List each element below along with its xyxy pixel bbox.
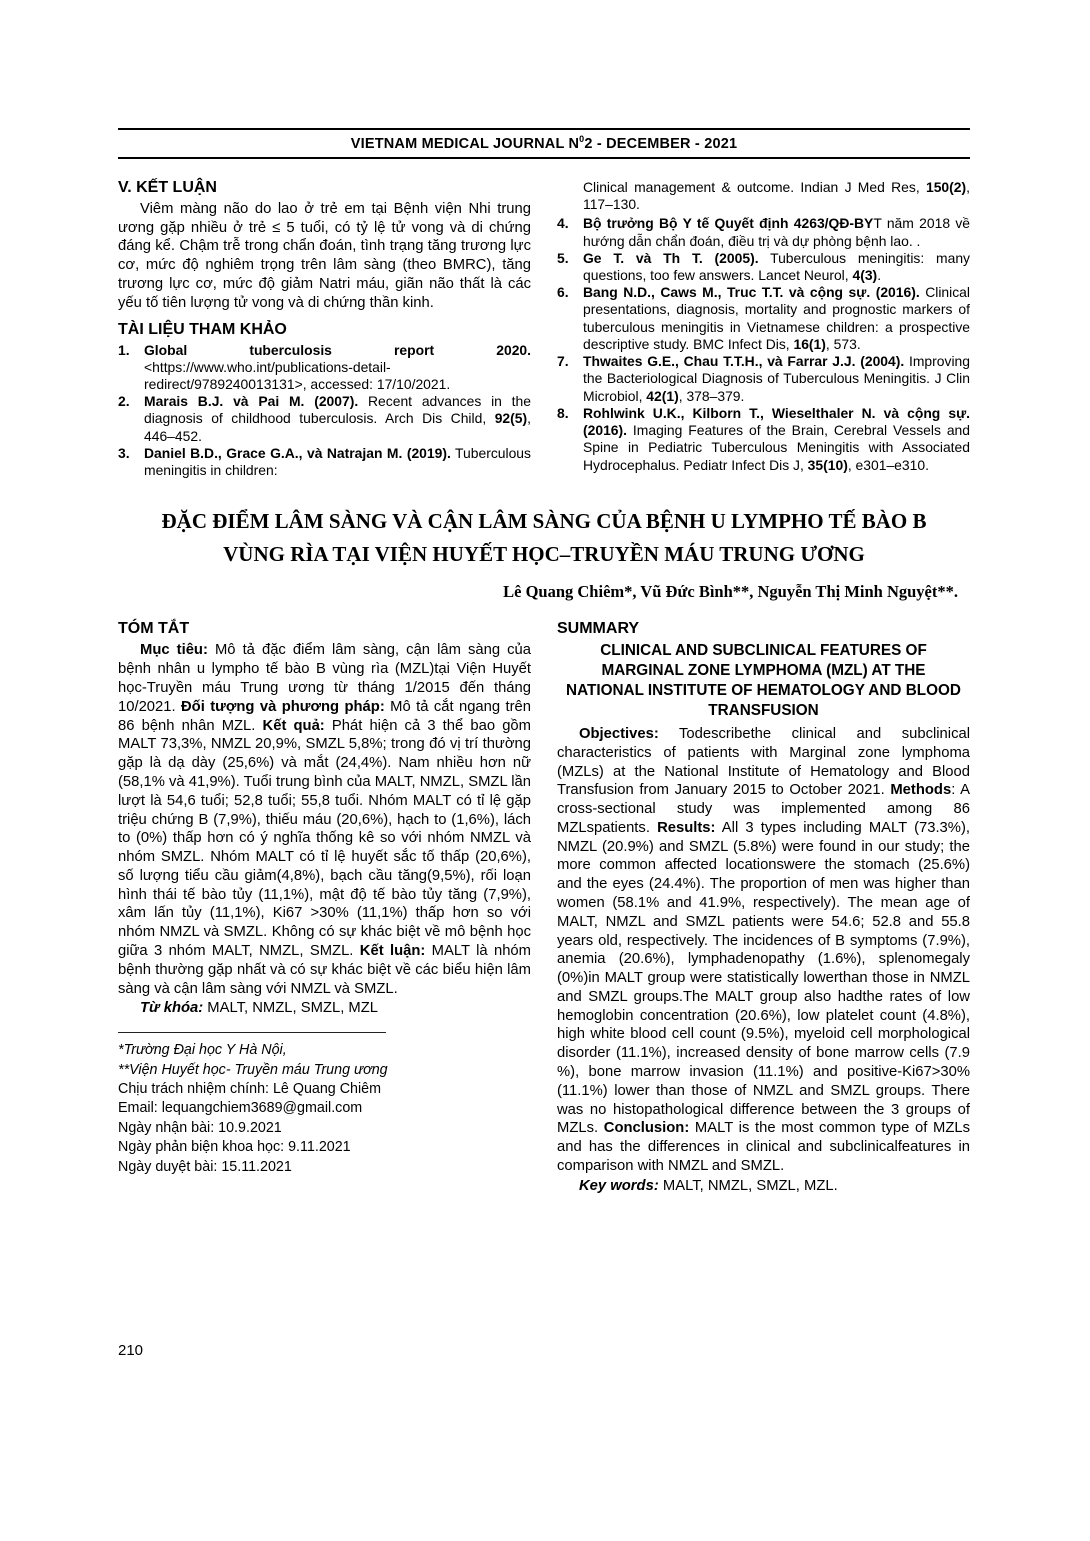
reference-text: Global tuberculosis report 2020. <https://www.who.int/publications-detail-redirect/9789240013131>, accessed: 17/10/2021.: [144, 341, 531, 392]
journal-header-prefix: VIETNAM MEDICAL JOURNAL N: [350, 135, 580, 152]
summary-title: CLINICAL AND SUBCLINICAL FEATURES OF MARGINAL ZONE LYMPHOMA (MZL) AT THE NATIONAL INSTITUTE OF HEMATOLOGY AND BLOOD TRANSFUSION: [566, 642, 961, 720]
article1-end-section: [118, 175, 970, 480]
left-column-top: [118, 175, 531, 480]
reference-item-1: [118, 342, 531, 394]
footnote-review-date: Ngày phản biện khoa học: 9.11.2021: [118, 1139, 351, 1156]
reference-number: 5.: [557, 249, 569, 266]
reference-number: 8.: [557, 404, 569, 421]
footnote-divider: [118, 1032, 386, 1033]
conclusion-heading: V. KẾT LUẬN: [118, 178, 217, 196]
reference-text: Daniel B.D., Grace G.A., và Natrajan M. (2019). Tuberculous meningitis in children:: [144, 444, 531, 479]
summary-paragraph: Objectives: Todescribethe clinical and subclinical characteristics of patients with Marginal zone lymphoma (MZLs) at the National Institute of Hematology and Blood Transfusion from January 2015 to October 2021. Methods: A cross-sectional study was implemented among 86 MZLspatients. Results: All 3 types including MALT (73.3%), NMZL (20.9%) and SMZL (5.8%) were found in our study; the more common affected locationswere the stomach (25.6%) and the eyes (24.4%). The proportion of men was higher than women (58.1% and 41.9%, respectively). The mean age of MALT, NMZL and SMZL patients were 54.6; 52.8 and 55.8 years old, respectively. The incidences of B symptoms (7.9%), anemia (20.6%), lymphadenopathy (1.6%), splenomegaly (0%)in MALT group were statistically lowerthan those in NMZL and SMZL groups.The MALT group also hadthe rates of low hemoglobin concentration (20.6%), low platelet count (4.8%), high white blood cell count (9.5%), myeloid cell morphological disorder (11.1%), increased density of bone marrow cells (7.9 %), bone marrow invasion (11.1%) and positive-Ki67>30% (11.1%) lower than those of NMZL and SMZL groups. There was no histopathological difference between the 3 groups of MZLs. Conclusion: MALT is the most common type of MZLs and has the differences in clinical and subclinicalfeatures in comparison with NMZL and SMZL.: [557, 725, 970, 1174]
summary-heading: SUMMARY: [557, 620, 640, 638]
reference-item-4: [557, 215, 970, 249]
right-column-top: [557, 175, 970, 480]
footnote-received-date: Ngày nhận bài: 10.9.2021: [118, 1119, 282, 1136]
reference-number: 7.: [557, 353, 569, 370]
reference-item-5: [557, 250, 970, 284]
article2-title-block: [118, 505, 970, 602]
footnote-corresponding-author: Chịu trách nhiệm chính: Lê Quang Chiêm: [118, 1080, 382, 1097]
keywords-en: Key words: MALT, NMZL, SMZL, MZL.: [579, 1177, 838, 1194]
article-title: ĐẶC ĐIỂM LÂM SÀNG VÀ CẬN LÂM SÀNG CỦA BỆNH U LYMPHO TẾ BÀO B VÙNG RÌA TẠI VIỆN HUYẾT HỌC–TRUYỀN MÁU TRUNG ƯƠNG: [161, 509, 927, 566]
reference-item-6: [557, 284, 970, 353]
references-list-right: [557, 215, 970, 474]
reference-item-2: [118, 393, 531, 445]
abstract-paragraph: Mục tiêu: Mô tả đặc điểm lâm sàng, cận lâm sàng của bệnh nhân u lympho tế bào B vùng rìa (MZL)tại Viện Huyết học-Truyền máu Trung ương từ tháng 1/2015 đến tháng 10/2021. Đối tượng và phương pháp: Mô tả cắt ngang trên 86 bệnh nhân MZL. Kết quả: Phát hiện cả 3 thể bao gồm MALT 73,3%, NMZL 20,9%, SMZL 5,8%; trong đó vị trí thường gặp là dạ dày (25,6%) và mắt (24,4%). Nam nhiều hơn nữ (58,1% và 41,9%). Tuổi trung bình của MALT, NMZL, SMZL lần lượt là 54,6 tuổi; 52,8 tuổi; 55,8 tuổi. Nhóm MALT có tỉ lệ gặp triệu chứng B (7,9%), thiếu máu (20,6%), hạch to (1,6%), lách to (0%) thấp hơn có ý nghĩa thống kê so với nhóm NMZL và nhóm SMZL. Nhóm MALT có tỉ lệ huyết sắc tố thấp (20,6%), số lượng tiểu cầu giảm(4,8%), bạch cầu tăng(9,5%), rối loạn hình thái tế bào tủy (11,1%), mật độ tế bào tủy tăng (7,9%), xâm lấn tủy (11,1%), Ki67 >30% (11,1%) thấp hơn so với nhóm NMZL và SMZL. Không có sự khác biệt về mô bệnh học giữa 3 nhóm MALT, NMZL, SMZL. Kết luận: MALT là nhóm bệnh thường gặp nhất và có sự khác biệt về các biểu hiện lâm sàng và cận lâm sàng với NMZL và SMZL.: [118, 642, 531, 997]
abstract-heading: TÓM TẮT: [118, 620, 190, 638]
reference-text: Thwaites G.E., Chau T.T.H., và Farrar J.J. (2004). Improving the Bacteriological Diagnosis of Tuberculous Meningitis. J Clin Microbiol, 42(1), 378–379.: [583, 353, 970, 404]
footnote-affiliation-1: *Trường Đại học Y Hà Nội,: [118, 1042, 287, 1059]
reference-text: Bang N.D., Caws M., Truc T.T. và cộng sự. (2016). Clinical presentations, diagnosis, mortality and prognostic markers of tuberculous meningitis in Vietnamese children: a prospective descriptive study. BMC Infect Dis, 16(1), 573.: [583, 284, 970, 352]
reference-item-8: [557, 405, 970, 474]
reference-number: 3.: [118, 444, 130, 461]
reference-item-3: [118, 445, 531, 479]
reference-3-continuation: Clinical management & outcome. Indian J Med Res, 150(2), 117–130.: [583, 178, 970, 213]
conclusion-paragraph: Viêm màng não do lao ở trẻ em tại Bệnh viện Nhi trung ương gặp nhiều ở trẻ ≤ 5 tuổi, có tỷ lệ tử vong và di chứng đáng kể. Chậm trễ trong chẩn đoán, tình trạng tăng trương lực cơ, mức độ nghiêm trọng trên lâm sàng (theo BMRC), tăng trương lực cơ, mức độ giảm Natri máu, giãn não thất là các yếu tố tiên lượng tử vong và di chứng thần kinh.: [118, 200, 531, 311]
journal-header: [118, 128, 970, 159]
footnote-email: Email: lequangchiem3689@gmail.com: [118, 1100, 363, 1117]
footnotes-block: [118, 1041, 531, 1177]
reference-text: Bộ trưởng Bộ Y tế Quyết định 4263/QĐ-BYT năm 2018 về hướng dẫn chẩn đoán, điều trị và dự phòng bệnh lao. .: [583, 215, 971, 249]
footnote-accepted-date: Ngày duyệt bài: 15.11.2021: [118, 1158, 292, 1175]
reference-item-7: [557, 353, 970, 405]
article2-abstract-section: [118, 616, 970, 1195]
references-heading: TÀI LIỆU THAM KHẢO: [118, 320, 287, 338]
journal-header-superscript: 0: [579, 134, 585, 144]
reference-text: Marais B.J. và Pai M. (2007). Recent advances in the diagnosis of childhood tuberculosis. Arch Dis Child, 92(5), 446–452.: [144, 393, 531, 444]
reference-number: 6.: [557, 284, 569, 301]
references-list-left: [118, 342, 531, 480]
page-number: 210: [118, 1342, 144, 1359]
reference-number: 1.: [118, 341, 130, 358]
keywords-vi: Từ khóa: MALT, NMZL, SMZL, MZL: [140, 1000, 379, 1017]
journal-header-suffix: 2 - DECEMBER - 2021: [584, 135, 738, 152]
reference-number: 2.: [118, 393, 130, 410]
reference-text: Ge T. và Th T. (2005). Tuberculous meningitis: many questions, too few answers. Lancet Neurol, 4(3).: [583, 249, 970, 283]
right-column-main: [557, 616, 970, 1195]
authors-line: Lê Quang Chiêm*, Vũ Đức Bình**, Nguyễn Thị Minh Nguyệt**.: [503, 582, 958, 602]
left-column-main: [118, 616, 531, 1195]
reference-text: Rohlwink U.K., Kilborn T., Wieselthaler N. và cộng sự. (2016). Imaging Features of the Brain, Cerebral Vessels and Spine in Pediatric Tuberculous Meningitis with Associated Hydrocephalus. Pediatr Infect Dis J, 35(10), e301–e310.: [583, 404, 970, 473]
reference-number: 4.: [557, 215, 569, 232]
footnote-affiliation-2: **Viện Huyết học- Truyền máu Trung ương: [118, 1061, 388, 1078]
